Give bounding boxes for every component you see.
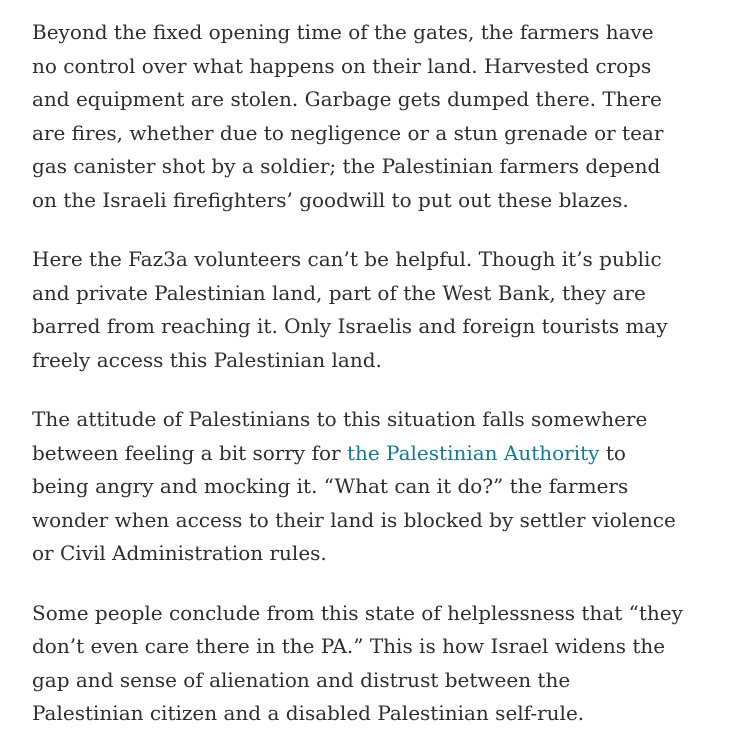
paragraph-text: Here the Faz3a volunteers can’t be helpful. Though it’s public and private Palestinian land, part of the West Bank, they are barred from reaching it. Only Israelis and foreign tourists may freely access this Palestinian land.	[32, 247, 668, 372]
paragraph-text: Beyond the fixed opening time of the gates, the farmers have no control over what happens on their land. Harvested crops and equipment are stolen. Garbage gets dumped there. There are fires, whether due to negligence or a stun grenade or tear gas canister shot by a soldier; the Palestinian farmers depend on the Israeli firefighters’ goodwill to put out these blazes.	[32, 20, 664, 212]
paragraph-text-after-link: to being angry and mocking it. “What can it do?” the farmers wonder when access to their land is blocked by settler violence or Civil Administration rules.	[32, 440, 676, 565]
article-paragraph-2	[32, 243, 684, 377]
paragraph-text-before-link: The attitude of Palestinians to this situation falls somewhere between feeling a bit sorry for	[32, 407, 648, 465]
article-paragraph-4	[32, 597, 684, 731]
paragraph-text: Some people conclude from this state of helplessness that “they don’t even care there in the PA.” This is how Israel widens the gap and sense of alienation and distrust between the Palestinian citizen and a disabled Palestinian self-rule.	[32, 600, 683, 725]
palestinian-authority-link[interactable]: the Palestinian Authority	[346, 440, 600, 465]
article-paragraph-1	[32, 16, 684, 217]
article-paragraph-3	[32, 403, 684, 571]
